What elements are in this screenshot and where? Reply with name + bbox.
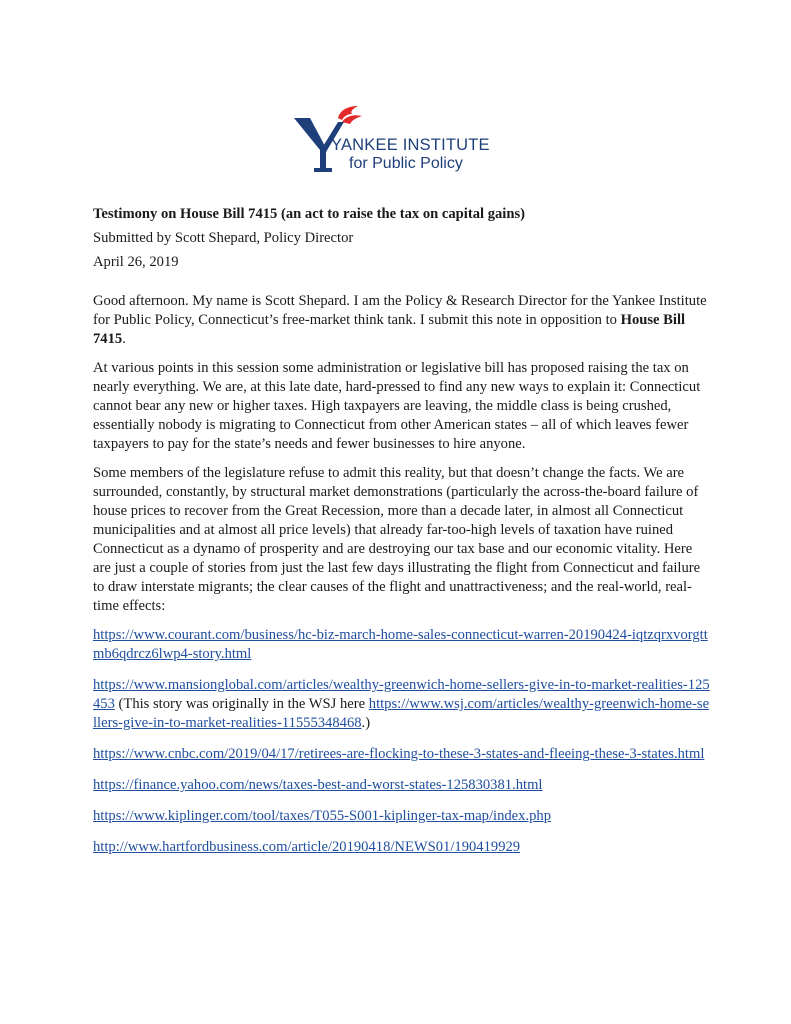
wsj-note-close: .): [361, 715, 371, 731]
mansionglobal-link[interactable]: https://www.mansionglobal.com/articles/wealthy-greenwich-home-sellers-give-in-to-market-realities-125453: [93, 677, 710, 712]
document-date: April 26, 2019: [93, 254, 179, 270]
link-item: [93, 626, 713, 664]
logo-line2: for Public Policy: [349, 155, 463, 172]
kiplinger-link[interactable]: https://www.kiplinger.com/tool/taxes/T055-S001-kiplinger-tax-map/index.php: [93, 808, 551, 824]
submitted-by: Submitted by Scott Shepard, Policy Director: [93, 230, 354, 246]
wsj-note: (This story was originally in the WSJ here: [114, 696, 369, 712]
document-title: Testimony on House Bill 7415 (an act to raise the tax on capital gains): [93, 206, 526, 222]
link-item: [93, 838, 713, 857]
hartfordbusiness-link[interactable]: http://www.hartfordbusiness.com/article/20190418/NEWS01/190419929: [93, 839, 521, 855]
yahoo-finance-link[interactable]: https://finance.yahoo.com/news/taxes-best-and-worst-states-125830381.html: [93, 777, 543, 793]
wsj-link[interactable]: https://www.wsj.com/articles/wealthy-greenwich-home-sellers-give-in-to-market-realities-11555348468: [93, 696, 710, 731]
link-item: [93, 776, 713, 795]
paragraph-legislature: Some members of the legislature refuse to admit this reality, but that doesn’t change the facts. We are surrounded, constantly, by structural market demonstrations (particularly the across-the-board failure of house prices to recover from the Great Recession, more than a decade later, in almost all Connecticut municipalities and at almost all price levels) that already far-too-high levels of taxation have ruined Connecticut as a dynamo of prosperity and are destroying our tax base and our economic vitality. Here are just a couple of stories from just the last few days illustrating the flight from Connecticut and failure to draw interstate migrants; the clear causes of the flight and unattractiveness; and the real-world, real-time effects:: [93, 465, 701, 614]
intro-end: .: [122, 331, 126, 347]
link-item: [93, 807, 713, 826]
paragraph-intro: [93, 292, 713, 349]
link-item: [93, 676, 713, 733]
link-item: [93, 745, 713, 764]
document-body: [93, 205, 713, 869]
courant-link[interactable]: https://www.courant.com/business/hc-biz-march-home-sales-connecticut-warren-20190424-iqtzqrxvorgttmb6qdrcz6lwp4-story.html: [93, 627, 708, 662]
paragraph-taxes: At various points in this session some administration or legislative bill has proposed raising the tax on nearly everything. We are, at this late date, hard-pressed to find any new ways to explain it: Connecticut cannot bear any new or higher taxes. High taxpayers are leaving, the middle class is being crushed, essentially nobody is migrating to Connecticut from other American states – all of which leaves fewer taxpayers to pay for the state’s needs and fewer businesses to hire anyone.: [93, 360, 701, 452]
bill-number: House Bill 7415: [93, 312, 686, 347]
cnbc-link[interactable]: https://www.cnbc.com/2019/04/17/retirees-are-flocking-to-these-3-states-and-fleeing-these-3-states.html: [93, 746, 705, 762]
logo-line1: YANKEE INSTITUTE: [331, 136, 490, 154]
intro-text: Good afternoon. My name is Scott Shepard. I am the Policy & Research Director for the Yankee Institute for Public Policy, Connecticut’s free-market think tank. I submit this note in opposition to: [93, 293, 707, 328]
